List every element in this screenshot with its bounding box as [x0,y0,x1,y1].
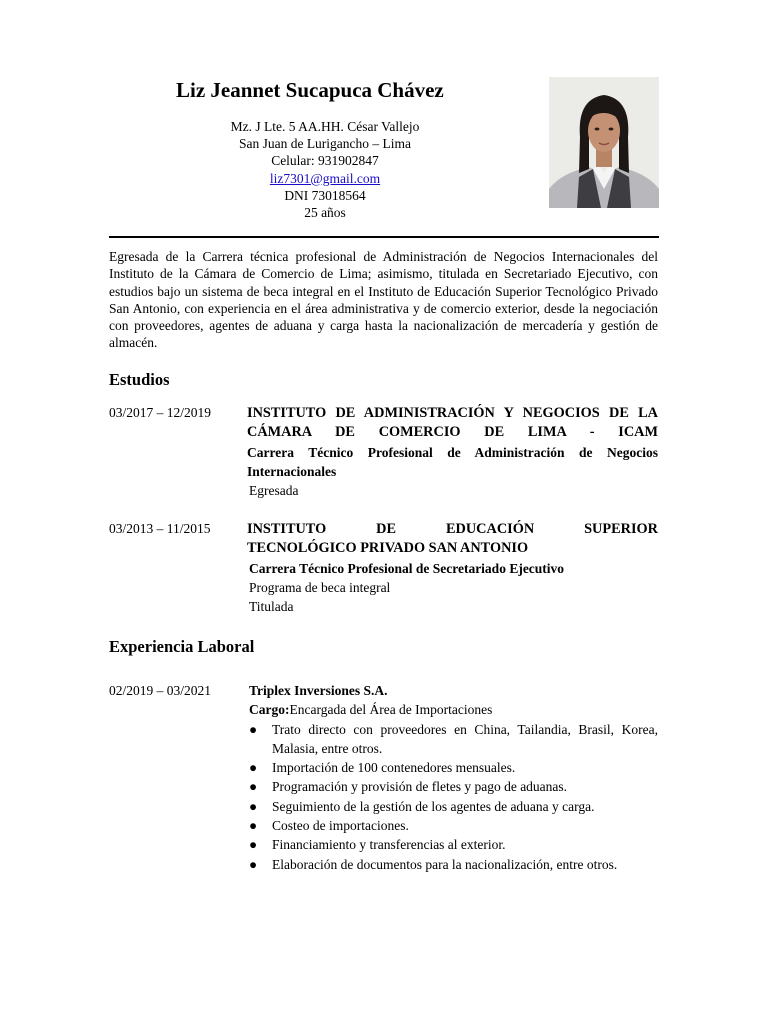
age: 25 años [304,205,346,221]
section-title-studies: Estudios [109,370,170,389]
duty-item [249,777,658,796]
profile-summary: Egresada de la Carrera técnica profesional de Administración de Negocios Internacionales del Instituto de la Cámara de Comercio de Lima; asimismo, titulada en Secretariado Ejecutivo, con estudios bajo un sistema de beca integral en el Instituto de Educación Superior Tecnológico Privado San Antonio, con experiencia en el área administrativa y de comercio exterior, desde la negociación con proveedores, agentes de aduana y carga hasta la nacionalización de mercadería y gestión de almacén. [109,249,658,351]
email-link[interactable]: liz7301@gmail.com [269,170,381,186]
phone: Celular: 931902847 [271,153,379,169]
contact-block [200,118,450,221]
duty-text: Costeo de importaciones. [272,818,409,834]
study-1-note: Egresada [249,483,299,499]
address-line-1: Mz. J Lte. 5 AA.HH. César Vallejo [230,119,420,134]
job-1-role-label: Cargo: [249,702,290,718]
job-1-role [249,700,658,719]
study-1 [247,404,658,500]
duty-item [249,835,658,854]
section-title-experience: Experiencia Laboral [109,637,255,656]
duty-item [249,720,658,759]
bullet-icon: ● [249,798,258,814]
study-1-institution: INSTITUTO DE ADMINISTRACIÓN Y NEGOCIOS DE LA CÁMARA DE COMERCIO DE LIMA - ICAM [247,405,658,441]
address-line-2: San Juan de Lurigancho – Lima [238,136,412,152]
header-divider [109,236,659,238]
duty-text: Programación y provisión de fletes y pago de aduanas. [272,779,568,795]
study-2-note-1: Programa de beca integral [249,579,391,595]
bullet-icon: ● [249,721,258,737]
job-1-role-value: Encargada del Área de Importaciones [289,702,493,718]
duty-item [249,855,658,874]
duty-text: Seguimiento de la gestión de los agentes de aduana y carga. [272,798,595,814]
study-2-institution-line2: TECNOLÓGICO PRIVADO SAN ANTONIO [247,540,529,557]
duty-item [249,816,658,835]
study-2 [247,520,658,616]
study-1-dates: 03/2017 – 12/2019 [109,405,212,420]
study-2-program: Carrera Técnico Profesional de Secretariado Ejecutivo [249,560,565,576]
study-2-institution-line1: INSTITUTO DE EDUCACIÓN SUPERIOR [247,521,658,537]
study-1-program: Carrera Técnico Profesional de Administración de Negocios Internacionales [247,444,658,479]
profile-photo [549,77,659,208]
duty-text: Importación de 100 contenedores mensuales. [272,760,516,776]
bullet-icon: ● [249,856,258,872]
duty-item [249,758,658,777]
candidate-name: Liz Jeannet Sucapuca Chávez [176,78,444,102]
bullet-icon: ● [249,837,258,853]
bullet-icon: ● [249,760,258,776]
bullet-icon: ● [249,779,258,795]
study-2-note-2: Titulada [249,599,294,615]
duty-text: Financiamiento y transferencias al exterior. [272,837,506,853]
study-2-dates: 03/2013 – 11/2015 [109,521,211,536]
duty-text: Trato directo con proveedores en China, Tailandia, Brasil, Korea, Malasia, entre otros. [272,721,658,756]
duty-text: Elaboración de documentos para la nacionalización, entre otros. [272,856,618,872]
dni: DNI 73018564 [284,187,366,203]
bullet-icon: ● [249,818,258,834]
job-1-dates: 02/2019 – 03/2021 [109,683,212,698]
job-1 [249,681,658,874]
job-1-duties [249,720,658,874]
job-1-company: Triplex Inversiones S.A. [249,683,388,698]
duty-item [249,797,658,816]
